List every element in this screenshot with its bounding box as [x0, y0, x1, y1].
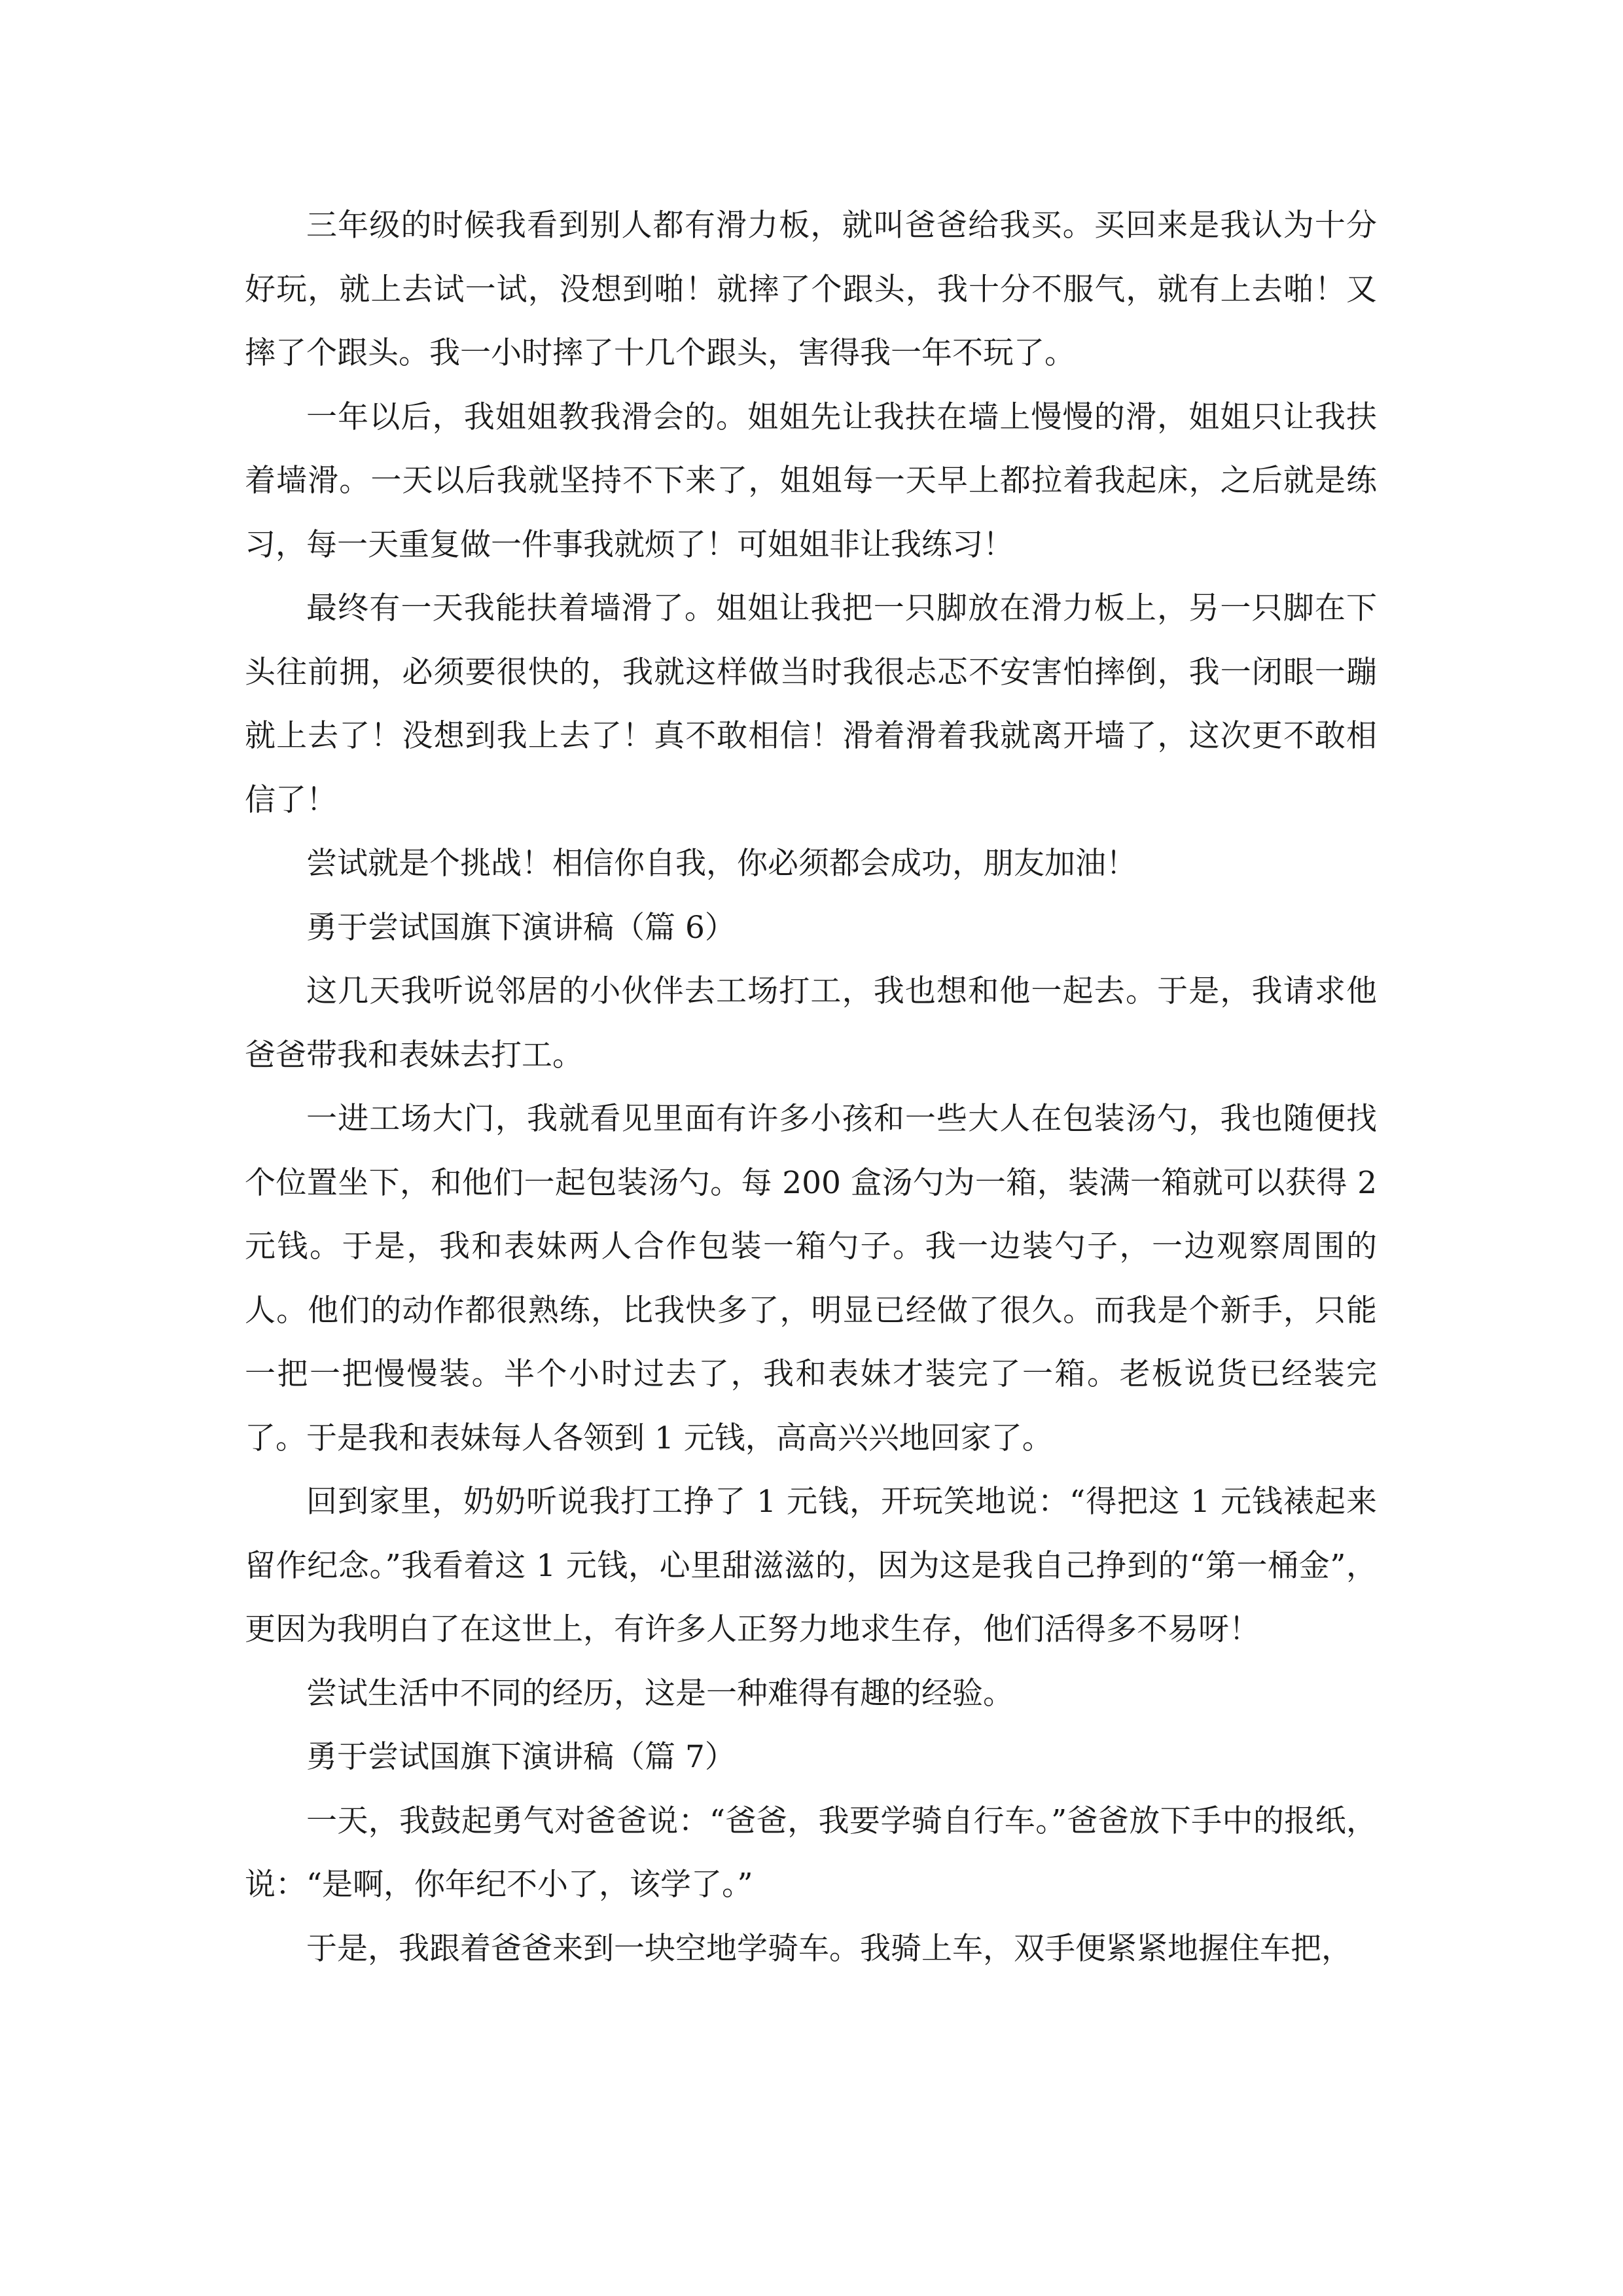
paragraph: 三年级的时候我看到别人都有滑力板，就叫爸爸给我买。买回来是我认为十分好玩，就上去试一试，没想到啪！就摔了个跟头，我十分不服气，就有上去啪！又摔了个跟头。我一小时摔了十几个跟头，害得我一年不玩了。: [245, 207, 1377, 371]
paragraph: 一进工场大门，我就看见里面有许多小孩和一些大人在包装汤勺，我也随便找个位置坐下，和他们一起包装汤勺。每 200 盒汤勺为一箱，装满一箱就可以获得 2 元钱。于是，我和表妹两人合作包装一箱勺子。我一边装勺子，一边观察周围的人。他们的动作都很熟练，比我快多了，明显已经做了很久。而我是个新手，只能一把一把慢慢装。半个小时过去了，我和表妹才装完了一箱。老板说货已经装完了。于是我和表妹每人各领到 1 元钱，高高兴兴地回家了。: [245, 1101, 1377, 1456]
section-heading: 勇于尝试国旗下演讲稿（篇 6）: [306, 909, 736, 946]
paragraph: 回到家里，奶奶听说我打工挣了 1 元钱，开玩笑地说：“得把这 1 元钱裱起来留作纪念。”我看着这 1 元钱，心里甜滋滋的，因为这是我自己挣到的“第一桶金”，更因为我明白了在这世上，有许多人正努力地求生存，他们活得多不易呀！: [245, 1484, 1377, 1647]
paragraph: 最终有一天我能扶着墙滑了。姐姐让我把一只脚放在滑力板上，另一只脚在下头往前拥，必须要很快的，我就这样做当时我很忐忑不安害怕摔倒，我一闭眼一蹦就上去了！没想到我上去了！真不敢相信！滑着滑着我就离开墙了，这次更不敢相信了！: [245, 590, 1377, 818]
paragraph: 这几天我听说邻居的小伙伴去工场打工，我也想和他一起去。于是，我请求他爸爸带我和表妹去打工。: [245, 973, 1377, 1073]
paragraph: 一年以后，我姐姐教我滑会的。姐姐先让我扶在墙上慢慢的滑，姐姐只让我扶着墙滑。一天以后我就坚持不下来了，姐姐每一天早上都拉着我起床，之后就是练习，每一天重复做一件事我就烦了！可姐姐非让我练习！: [245, 399, 1377, 563]
paragraph: 一天，我鼓起勇气对爸爸说：“爸爸，我要学骑自行车。”爸爸放下手中的报纸，说：“是啊，你年纪不小了，该学了。”: [245, 1803, 1377, 1903]
document-body: [245, 194, 1377, 1981]
paragraph: 尝试生活中不同的经历，这是一种难得有趣的经验。: [306, 1675, 1014, 1712]
section-heading: 勇于尝试国旗下演讲稿（篇 7）: [306, 1739, 736, 1775]
paragraph: 尝试就是个挑战！相信你自我，你必须都会成功，朋友加油！: [306, 846, 1137, 882]
paragraph: 于是，我跟着爸爸来到一块空地学骑车。我骑上车，双手便紧紧地握住车把，: [306, 1930, 1352, 1967]
